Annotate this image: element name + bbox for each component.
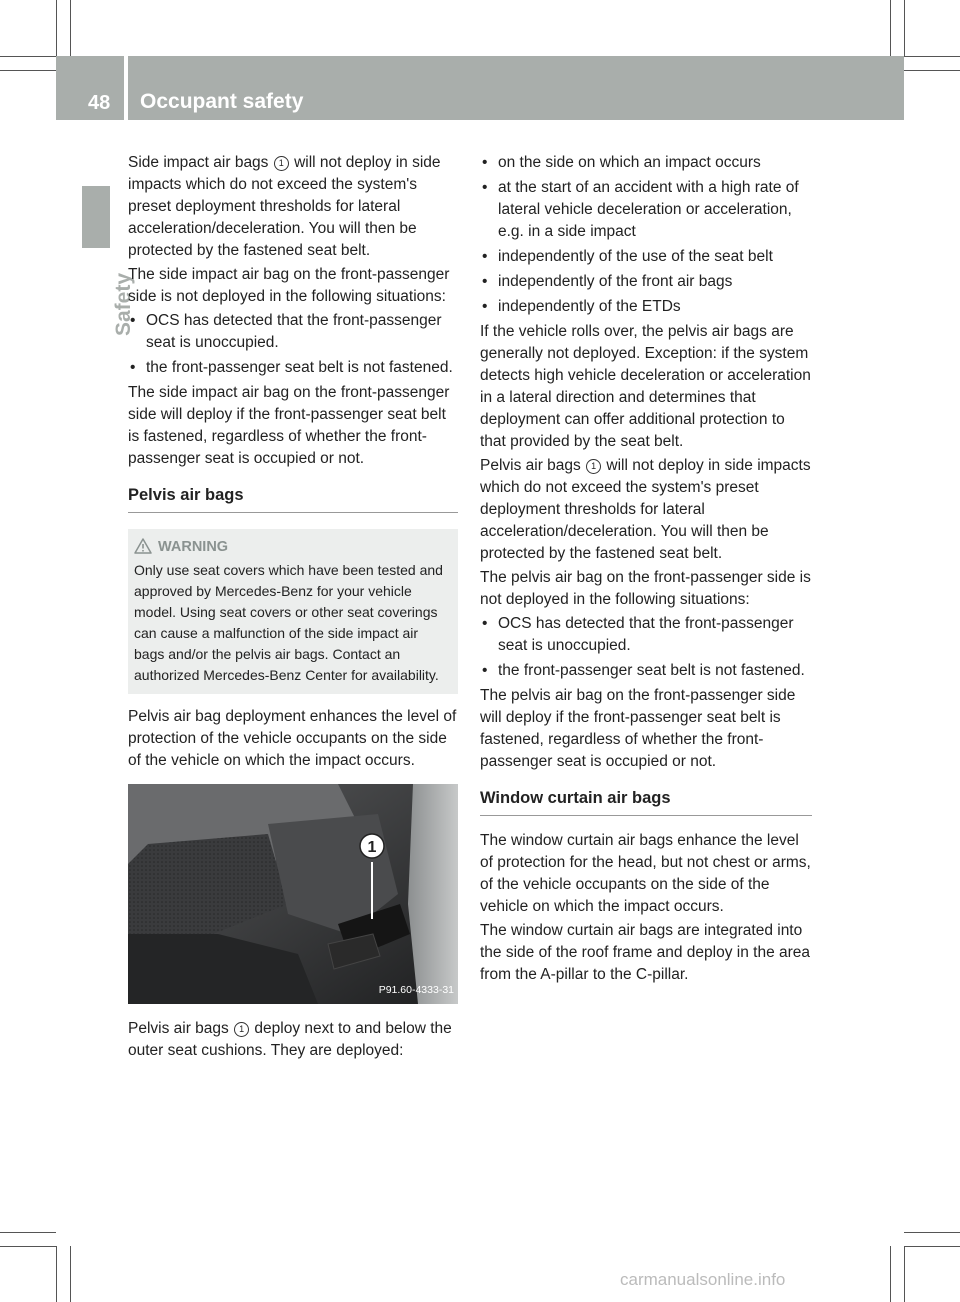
crop-mark	[904, 70, 960, 71]
paragraph-text: Side impact air bags	[128, 154, 269, 171]
paragraph: The side impact air bag on the front-passenger side is not deployed in the following situations:	[128, 266, 450, 305]
list-item: • on the side on which an impact occurs	[480, 152, 812, 174]
bullet-list	[480, 613, 812, 682]
crop-mark	[56, 0, 57, 56]
warning-text: Only use seat covers which have been tested and approved by Mercedes-Benz for your vehicle model. Using seat covers or other seat coverings can cause a malfunction of the side impact air bags and/or the pelvis air bags. Contact an authorized Mercedes-Benz Center for availability.	[134, 562, 443, 683]
crop-mark	[70, 1246, 71, 1302]
paragraph: The pelvis air bag on the front-passenger side will deploy if the front-passenger seat belt is fastened, regardless of whether the front-passenger seat is occupied or not.	[480, 687, 796, 770]
warning-box	[128, 529, 458, 694]
paragraph	[128, 152, 458, 262]
bullet-list	[128, 310, 458, 379]
paragraph-text: Pelvis air bags	[480, 457, 581, 474]
list-item: • the front-passenger seat belt is not fastened.	[480, 660, 812, 682]
crop-mark	[904, 1246, 960, 1247]
crop-mark	[0, 70, 56, 71]
warning-title: WARNING	[158, 539, 229, 555]
crop-mark	[904, 1232, 960, 1233]
section-tab-marker	[82, 186, 110, 248]
section-tab-label	[84, 256, 135, 336]
crop-mark	[890, 1246, 891, 1302]
crop-mark	[890, 0, 891, 56]
list-item: • the front-passenger seat belt is not fastened.	[128, 357, 458, 379]
paragraph: If the vehicle rolls over, the pelvis air bags are generally not deployed. Exception: if the system detects high vehicle deceleration or acceleration in a lateral direction and determines that deployment can offer additional protection to that provided by the seat belt.	[480, 323, 811, 450]
page-number: 48	[88, 92, 111, 114]
watermark: carmanualsonline.info	[620, 1270, 786, 1289]
crop-mark	[70, 0, 71, 56]
crop-mark	[56, 1246, 57, 1302]
crop-mark	[904, 1246, 905, 1302]
photo-callout-number: 1	[367, 839, 377, 856]
paragraph-text: Pelvis air bags	[128, 1020, 229, 1037]
crop-mark	[904, 56, 960, 57]
list-item: • independently of the use of the seat belt	[480, 246, 812, 268]
paragraph: Pelvis air bag deployment enhances the level of protection of the vehicle occupants on the side of the vehicle on which the impact occurs.	[128, 708, 457, 769]
crop-mark	[904, 0, 905, 56]
paragraph: The pelvis air bag on the front-passenger side is not deployed in the following situations:	[480, 569, 811, 608]
paragraph-text: will not deploy in side impacts which do not exceed the system's preset deployment thresholds for lateral acceleration/deceleration. You will then be protected by the fastened seat belt.	[480, 457, 811, 562]
crop-mark	[0, 1246, 56, 1247]
section-heading: Pelvis air bags	[128, 484, 458, 513]
paragraph: The window curtain air bags enhance the level of protection for the head, but not chest or arms, of the vehicle occupants on the side of the vehicle on which the impact occurs.	[480, 832, 811, 915]
paragraph-text: will not deploy in side impacts which do not exceed the system's preset deployment thresholds for lateral acceleration/deceleration. You will then be protected by the fastened seat belt.	[128, 154, 441, 259]
list-item: • OCS has detected that the front-passenger seat is unoccupied.	[128, 310, 458, 354]
seat-photo	[128, 784, 458, 1004]
right-column	[480, 152, 812, 988]
warning-triangle-icon	[134, 538, 152, 554]
section-tab-text: Safety	[112, 272, 135, 336]
paragraph: The window curtain air bags are integrated into the side of the roof frame and deploy in the area from the A-pillar to the C-pillar.	[480, 922, 811, 983]
header-divider	[124, 56, 128, 120]
list-item: • at the start of an accident with a high rate of lateral vehicle deceleration or acceleration, e.g. in a side impact	[480, 177, 812, 243]
callout-badge: 1	[586, 459, 601, 474]
warning-header	[134, 537, 450, 558]
paragraph	[128, 1018, 458, 1062]
image-code: P91.60-4333-31	[378, 984, 454, 996]
list-item: • independently of the ETDs	[480, 296, 812, 318]
crop-mark	[0, 56, 56, 57]
list-item: • OCS has detected that the front-passenger seat is unoccupied.	[480, 613, 812, 657]
left-column	[128, 152, 458, 1064]
callout-badge: 1	[234, 1022, 249, 1037]
list-item: • independently of the front air bags	[480, 271, 812, 293]
seat-illustration	[128, 784, 458, 1004]
bullet-list	[480, 152, 812, 318]
paragraph	[480, 455, 812, 565]
paragraph: The side impact air bag on the front-passenger side will deploy if the front-passenger seat belt is fastened, regardless of whether the front-passenger seat is occupied or not.	[128, 384, 450, 467]
paragraph-text: deploy next to and below the outer seat cushions. They are deployed:	[128, 1020, 452, 1059]
crop-mark	[0, 1232, 56, 1233]
callout-badge: 1	[274, 156, 289, 171]
page-title: Occupant safety	[140, 90, 304, 113]
section-heading: Window curtain air bags	[480, 787, 812, 816]
